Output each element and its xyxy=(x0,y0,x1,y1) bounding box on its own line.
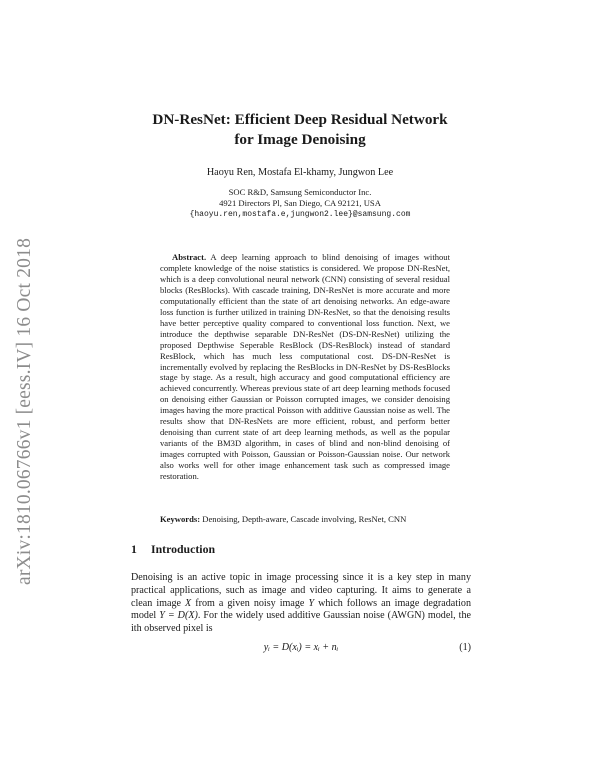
intro-text-4: . For the widely used additive Gaussian noise (AWGN) model, the ith observed pixel is xyxy=(131,610,471,635)
abstract-label: Abstract. xyxy=(172,252,207,262)
abstract xyxy=(160,252,450,482)
section-number: 1 xyxy=(131,542,137,556)
paper-title xyxy=(100,110,500,150)
title-line-2: for Image Denoising xyxy=(234,131,366,148)
var-y: Y xyxy=(308,597,315,609)
affiliation-line-2: 4921 Directors Pl, San Diego, CA 92121, USA xyxy=(219,198,381,208)
section-heading-introduction xyxy=(131,541,215,557)
keywords xyxy=(160,514,450,525)
section-title: Introduction xyxy=(151,542,216,556)
title-line-1: DN-ResNet: Efficient Deep Residual Network xyxy=(152,111,448,128)
degradation-model: Y = D(X) xyxy=(159,610,198,622)
equation-body: yᵢ = D(xᵢ) = xᵢ + nᵢ xyxy=(263,642,339,653)
equation-1 xyxy=(131,641,471,655)
affiliation-line-1: SOC R&D, Samsung Semiconductor Inc. xyxy=(228,187,372,197)
keywords-text: Denoising, Depth-aware, Cascade involving, ResNet, CNN xyxy=(202,514,407,524)
keywords-label: Keywords: xyxy=(160,514,201,524)
intro-text-1: Denoising is an active topic in image processing since it is a key step in many practical applications, such as image and video capturing. It aims to generate a clean image xyxy=(131,572,471,609)
affiliation xyxy=(100,187,500,220)
var-x: X xyxy=(185,597,192,609)
intro-text-3: which follows an image degradation model xyxy=(131,597,471,622)
arxiv-identifier: arXiv:1810.06766v1 [eess.IV] 16 Oct 2018 xyxy=(14,237,35,585)
equation-number: (1) xyxy=(459,642,471,653)
intro-text-2: from a given noisy image xyxy=(191,597,309,609)
abstract-text: A deep learning approach to blind denoising of images without complete knowledge of the noise statistics is considered. We propose DN-ResNet, which is a deep convolutional neural network (CNN) consisting of several residual blocks (ResBlocks). With cascade training, DN-ResNet is more accurate and more computationally efficient than the state of art denoising networks. An edge-aware loss function is further utilized in training DN-ResNet, so that the denoising results have better perceptive quality compared to conventional loss function. Next, we introduce the depthwise separable DN-ResNet (DS-DN-ResNet) utilizing the proposed Depthwise Seperable ResBlock (DS-ResBlock) instead of standard ResBlock, which has much less computational cost. DS-DN-ResNet is incrementally evolved by replacing the ResBlocks in DN-ResNet by DS-ResBlocks stage by stage. As a result, high accuracy and good computational efficiency are achieved concurrently. Whereas previous state of art deep learning methods focused on denoising either Gaussian or Poisson corrupted images, we consider denoising images having the more practical Poisson with additive Gaussian noise as well. The results show that DN-ResNets are more efficient, robust, and perform better denoising than current state of art deep learning methods, as well as the popular variants of the BM3D algorithm, in cases of blind and non-blind denoising of images corrupted with Poisson, Gaussian or Poisson-Gaussian noise. Our network also works well for other image enhancement task such as compressed image restoration. xyxy=(160,252,450,482)
introduction-paragraph xyxy=(131,572,471,636)
author-emails: {haoyu.ren,mostafa.e,jungwon2.lee}@samsung.com xyxy=(189,210,411,219)
author-list: Haoyu Ren, Mostafa El-khamy, Jungwon Lee xyxy=(206,167,394,178)
